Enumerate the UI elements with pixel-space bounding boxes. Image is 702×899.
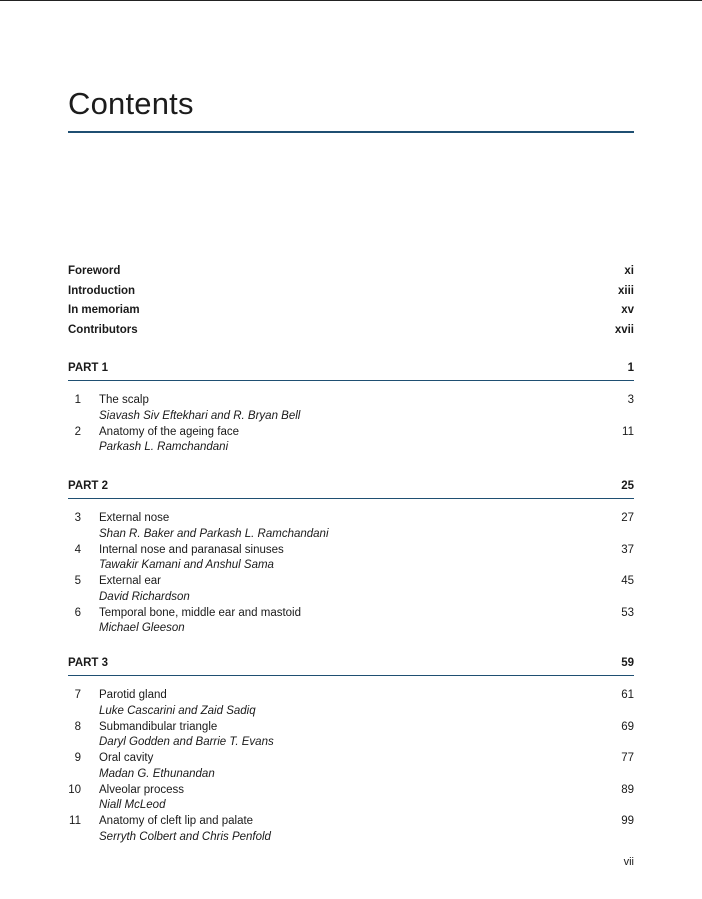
chapter-entry[interactable] xyxy=(68,543,634,575)
chapter-number: 5 xyxy=(74,575,81,588)
chapter-authors: Shan R. Baker and Parkash L. Ramchandani xyxy=(99,527,329,540)
title-rule xyxy=(68,131,634,133)
chapter-title: Oral cavity xyxy=(99,752,154,765)
page-number: vii xyxy=(623,856,634,868)
toc-entry-label: Contributors xyxy=(68,324,138,337)
part-heading[interactable] xyxy=(68,656,634,676)
chapter-authors: Luke Cascarini and Zaid Sadiq xyxy=(99,704,256,717)
chapter-title: Temporal bone, middle ear and mastoid xyxy=(99,606,302,619)
chapter-entry[interactable] xyxy=(68,688,634,720)
page-title: Contents xyxy=(68,86,194,121)
toc-entry[interactable] xyxy=(68,302,634,322)
chapter-page: 69 xyxy=(621,720,634,733)
chapter-authors: David Richardson xyxy=(99,590,190,603)
part-label: PART 1 xyxy=(68,362,109,374)
toc-entry-label: Introduction xyxy=(68,284,136,297)
chapter-number: 10 xyxy=(68,783,81,796)
chapter-number: 1 xyxy=(74,394,81,406)
chapter-number: 6 xyxy=(74,606,81,619)
chapter-page: 53 xyxy=(621,606,634,619)
toc-entry-page: xi xyxy=(624,265,634,277)
chapter-entry[interactable] xyxy=(68,783,634,815)
part-label: PART 2 xyxy=(68,480,109,492)
chapter-authors: Daryl Godden and Barrie T. Evans xyxy=(99,736,274,749)
chapter-entry[interactable] xyxy=(68,393,634,425)
part-heading[interactable] xyxy=(68,479,634,499)
chapter-entry[interactable] xyxy=(68,814,634,846)
chapter-authors: Madan G. Ethunandan xyxy=(99,767,215,780)
chapter-page: 99 xyxy=(621,815,634,828)
chapter-list xyxy=(68,511,634,637)
chapter-title: Anatomy of the ageing face xyxy=(99,425,240,438)
chapter-entry[interactable] xyxy=(68,720,634,752)
chapter-title: Internal nose and paranasal sinuses xyxy=(99,543,284,556)
chapter-title: The scalp xyxy=(99,394,149,406)
chapter-title: External nose xyxy=(99,512,170,524)
chapter-page: 37 xyxy=(621,543,634,556)
toc-entry-page: xvii xyxy=(614,324,634,337)
part-heading[interactable] xyxy=(68,361,634,381)
chapter-authors: Tawakir Kamani and Anshul Sama xyxy=(99,559,274,572)
part-page: 1 xyxy=(627,362,634,374)
chapter-title: Alveolar process xyxy=(99,783,185,796)
page-top-border xyxy=(0,0,702,1)
chapter-title: Anatomy of cleft lip and palate xyxy=(99,815,254,828)
toc-entry[interactable] xyxy=(68,283,634,303)
chapter-page: 11 xyxy=(622,425,634,438)
part-section xyxy=(68,361,634,456)
chapter-number: 2 xyxy=(74,425,81,438)
chapter-entry[interactable] xyxy=(68,751,634,783)
part-page: 25 xyxy=(621,480,634,492)
toc-entry-page: xv xyxy=(621,304,634,317)
chapter-authors: Serryth Colbert and Chris Penfold xyxy=(99,830,271,843)
toc-entry-label: Foreword xyxy=(68,265,121,277)
toc-entry-label: In memoriam xyxy=(68,304,140,317)
toc-entry[interactable] xyxy=(68,263,634,283)
part-label: PART 3 xyxy=(68,657,109,669)
chapter-entry[interactable] xyxy=(68,511,634,543)
toc-entry[interactable] xyxy=(68,322,634,342)
front-matter-list xyxy=(68,263,634,342)
part-section xyxy=(68,656,634,846)
chapter-number: 11 xyxy=(69,815,81,828)
part-section xyxy=(68,479,634,637)
chapter-number: 7 xyxy=(74,689,81,701)
chapter-page: 27 xyxy=(621,512,634,524)
chapter-authors: Michael Gleeson xyxy=(99,622,185,635)
chapter-number: 9 xyxy=(74,752,81,765)
chapter-number: 8 xyxy=(74,720,81,733)
chapter-page: 45 xyxy=(621,575,634,588)
chapter-authors: Parkash L. Ramchandani xyxy=(99,441,229,454)
part-page: 59 xyxy=(621,657,634,669)
chapter-entry[interactable] xyxy=(68,606,634,638)
chapter-authors: Niall McLeod xyxy=(99,799,166,812)
chapter-title: Submandibular triangle xyxy=(99,720,218,733)
chapter-entry[interactable] xyxy=(68,425,634,457)
chapter-page: 3 xyxy=(627,394,634,406)
chapter-title: External ear xyxy=(99,575,162,588)
chapter-page: 61 xyxy=(621,689,634,701)
chapter-list xyxy=(68,393,634,456)
chapter-number: 4 xyxy=(74,543,81,556)
toc-entry-page: xiii xyxy=(618,284,634,297)
chapter-entry[interactable] xyxy=(68,574,634,606)
chapter-page: 89 xyxy=(621,783,634,796)
chapter-number: 3 xyxy=(74,512,81,524)
chapter-list xyxy=(68,688,634,846)
chapter-page: 77 xyxy=(621,752,634,765)
chapter-title: Parotid gland xyxy=(99,689,167,701)
chapter-authors: Siavash Siv Eftekhari and R. Bryan Bell xyxy=(99,409,301,422)
